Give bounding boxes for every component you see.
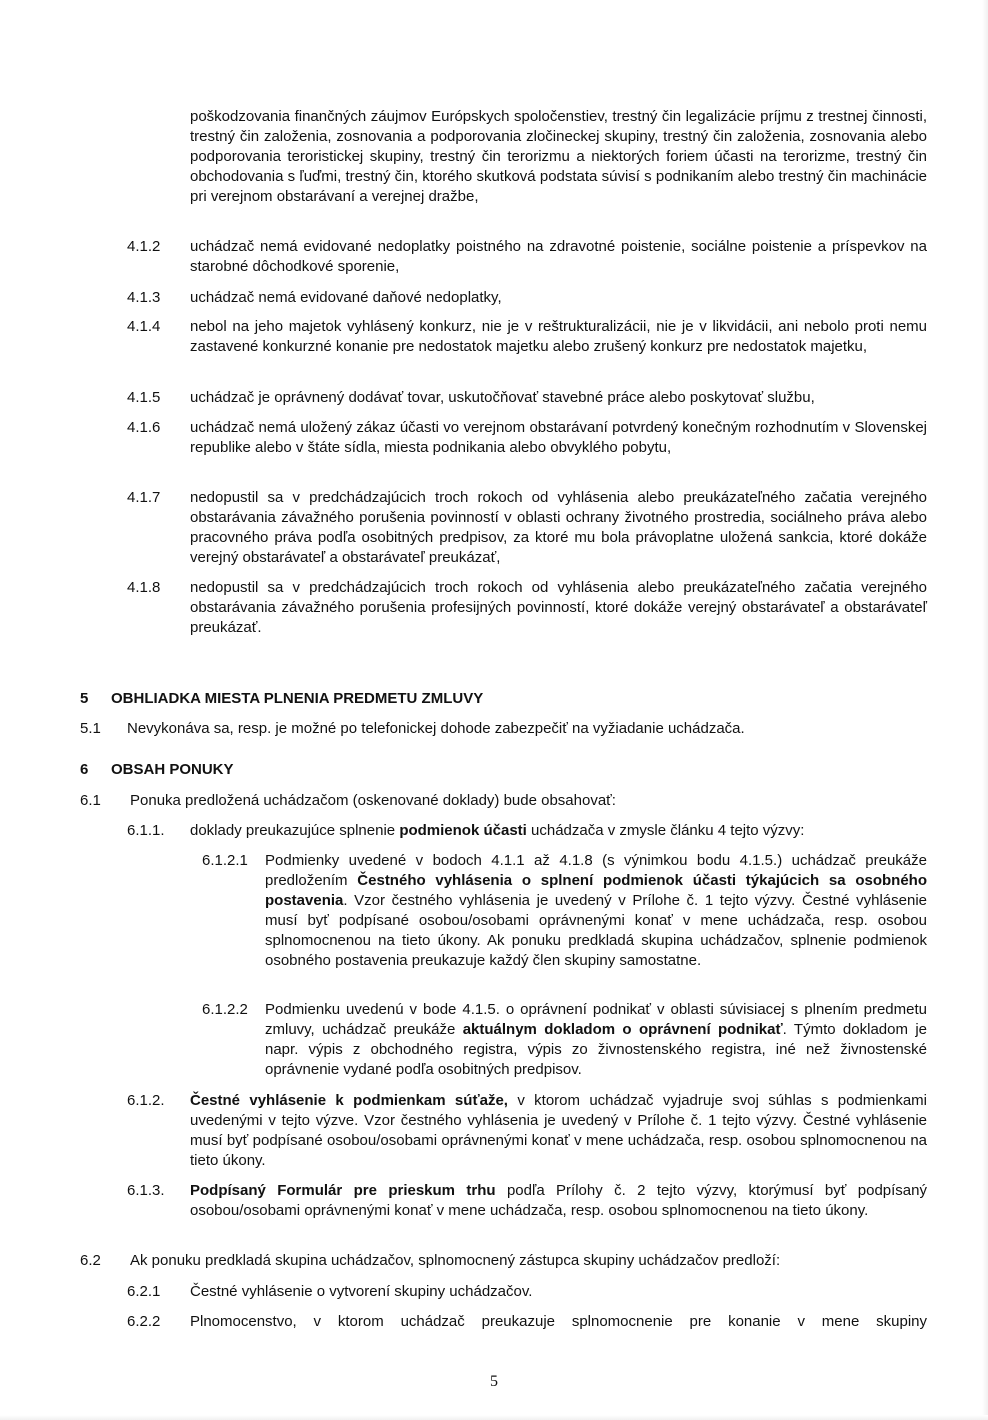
item-number-4-1-7: 4.1.7 — [127, 489, 161, 506]
item-text-6-1-2-1 — [265, 851, 927, 971]
item-text-4-1-5: uchádzač je oprávnený dodávať tovar, uskutočňovať stavebné práce alebo poskytovať službu, — [190, 389, 815, 406]
text-run: . Týmto dokladom je napr. výpis z obchodného registra, výpis zo živnostenského registra, iné než živnostenské oprávnenie vydané podľa osobitných predpisov. — [265, 1021, 927, 1078]
text-run: doklady preukazujúce splnenie — [190, 822, 400, 839]
section-6-title: OBSAH PONUKY — [111, 761, 234, 778]
item-number-4-1-6: 4.1.6 — [127, 419, 161, 436]
item-number-6-2: 6.2 — [80, 1252, 101, 1269]
item-number-6-1-2-2: 6.1.2.2 — [202, 1001, 248, 1018]
item-text-6-1-2-2 — [265, 1000, 927, 1080]
item-text-4-1-2: uchádzač nemá evidované nedoplatky poistného na zdravotné poistenie, sociálne poistenie a príspevkov na starobné dôchodkové sporenie, — [190, 238, 927, 275]
item-text-4-1-3: uchádzač nemá evidované daňové nedoplatky, — [190, 289, 502, 306]
text-run: Podmienky uvedené v bodoch 4.1.1 až 4.1.8 (s výnimkou bodu 4.1.5.) uchádzač preukáže predložením — [265, 852, 927, 889]
bold-run: Podpísaný Formulár pre prieskum trhu — [190, 1182, 496, 1199]
item-number-6-1-2-1: 6.1.2.1 — [202, 852, 248, 869]
item-text-4-1-8: nedopustil sa v predchádzajúcich troch rokoch od vyhlásenia alebo preukázateľného začatia verejného obstarávania závažného porušenia profesijných povinností, ktoré dokáže verejný obstarávateľ a obstarávateľ preukázať. — [190, 579, 927, 636]
item-number-4-1-3: 4.1.3 — [127, 289, 161, 306]
item-number-6-1-3: 6.1.3. — [127, 1182, 165, 1199]
item-text-6-2-2: Plnomocenstvo, v ktorom uchádzač preukazuje splnomocnenie pre konanie v mene skupiny — [190, 1313, 927, 1330]
bold-run: aktuálnym dokladom o oprávnení podnikať — [462, 1021, 783, 1038]
item-text-4-1-4: nebol na jeho majetok vyhlásený konkurz, nie je v reštrukturalizácii, nie je v likvidácii, ani nebolo proti nemu zastavené konkurzné konanie pre nedostatok majetku alebo zrušený konkurz pre nedostatok majetku, — [190, 318, 927, 355]
item-number-4-1-4: 4.1.4 — [127, 318, 161, 335]
page-edge-shadow-bottom — [0, 1415, 988, 1420]
paragraph-4-1-1-continuation: poškodzovania finančných záujmov Európskych spoločenstiev, trestný čin legalizácie príjmu z trestnej činnosti, trestný čin založenia, zosnovania a podporovania zločineckej skupiny, trestný čin založenia, zosnovania alebo podporovania teroristickej skupiny, trestný čin terorizmu a niektorých foriem účasti na terorizme, trestný čin obchodovania s ľuďmi, trestný čin, ktorého skutková podstata súvisí s podnikaním alebo trestný čin machinácie pri verejnom obstarávaní a verejnej dražbe, — [190, 108, 927, 205]
page-edge-shadow-right — [982, 0, 988, 1420]
section-5-title: OBHLIADKA MIESTA PLNENIA PREDMETU ZMLUVY — [111, 690, 484, 707]
section-6-number: 6 — [80, 761, 89, 778]
item-text-6-1: Ponuka predložená uchádzačom (oskenované doklady) bude obsahovať: — [130, 792, 616, 809]
item-number-6-1-2: 6.1.2. — [127, 1092, 165, 1109]
item-text-6-1-1 — [190, 821, 927, 841]
text-run: . Vzor čestného vyhlásenia je uvedený v Prílohe č. 1 tejto výzvy. Čestné vyhlásenie musí byť podpísané osobou/osobami oprávnenými konať v mene uchádzača, resp. osobou splnomocnenou na tieto úkony. Ak ponuku predkladá skupina uchádzačov, splnenie podmienok osobného postavenia preukazuje každý člen skupiny samostatne. — [265, 892, 927, 969]
item-number-6-2-2: 6.2.2 — [127, 1313, 161, 1330]
bold-run: podmienok účasti — [399, 822, 527, 839]
text-run: uchádzača v zmysle článku 4 tejto výzvy: — [526, 822, 805, 839]
item-text-6-1-3 — [190, 1181, 927, 1221]
item-text-5-1: Nevykonáva sa, resp. je možné po telefonickej dohode zabezpečiť na vyžiadanie uchádzača. — [127, 720, 745, 737]
item-text-6-2: Ak ponuku predkladá skupina uchádzačov, splnomocnený zástupca skupiny uchádzačov predloží: — [130, 1252, 781, 1269]
page-number: 5 — [490, 1373, 498, 1390]
item-text-6-1-2 — [190, 1091, 927, 1171]
item-number-4-1-5: 4.1.5 — [127, 389, 161, 406]
text-run: v ktorom uchádzač vyjadruje svoj súhlas s podmienkami uvedenými v tejto výzve. Vzor čestného vyhlásenia je uvedený v Prílohe č. 1 tejto výzvy. Čestné vyhlásenie musí byť podpísané osobou/osobami oprávnenými konať v mene uchádzača, resp. osobou splnomocnenou na tieto úkony. — [190, 1092, 927, 1169]
text-run: Podmienku uvedenú v bode 4.1.5. o oprávnení podnikať v oblasti súvisiacej s plnením predmetu zmluvy, uchádzač preukáže — [265, 1001, 927, 1038]
text-run: podľa Prílohy č. 2 tejto výzvy, ktorýmusí byť podpísaný osobou/osobami oprávnenými konať v mene uchádzača, resp. osobou splnomocnenou na tieto úkony. — [190, 1182, 927, 1219]
item-text-6-2-1: Čestné vyhlásenie o vytvorení skupiny uchádzačov. — [190, 1283, 533, 1300]
item-number-4-1-2: 4.1.2 — [127, 238, 161, 255]
item-number-6-1-1: 6.1.1. — [127, 822, 165, 839]
bold-run: Čestné vyhlásenie k podmienkam súťaže, — [190, 1092, 508, 1109]
item-number-5-1: 5.1 — [80, 720, 101, 737]
bold-run: Čestného vyhlásenia o splnení podmienok účasti týkajúcich sa osobného postavenia — [265, 872, 927, 909]
item-text-4-1-7: nedopustil sa v predchádzajúcich troch rokoch od vyhlásenia alebo preukázateľného začatia verejného obstarávania závažného porušenia povinností v oblasti ochrany životného prostredia, sociálneho práva alebo pracovného práva podľa osobitných predpisov, za ktoré mu bola právoplatne uložená sankcia, ktoré dokáže verejný obstarávateľ a obstarávateľ preukázať, — [190, 489, 927, 566]
item-number-4-1-8: 4.1.8 — [127, 579, 161, 596]
item-number-6-1: 6.1 — [80, 792, 101, 809]
item-number-6-2-1: 6.2.1 — [127, 1283, 161, 1300]
section-5-number: 5 — [80, 690, 89, 707]
item-text-4-1-6: uchádzač nemá uložený zákaz účasti vo verejnom obstarávaní potvrdený konečným rozhodnutím v Slovenskej republike alebo v štáte sídla, miesta podnikania alebo obvyklého pobytu, — [190, 419, 927, 456]
